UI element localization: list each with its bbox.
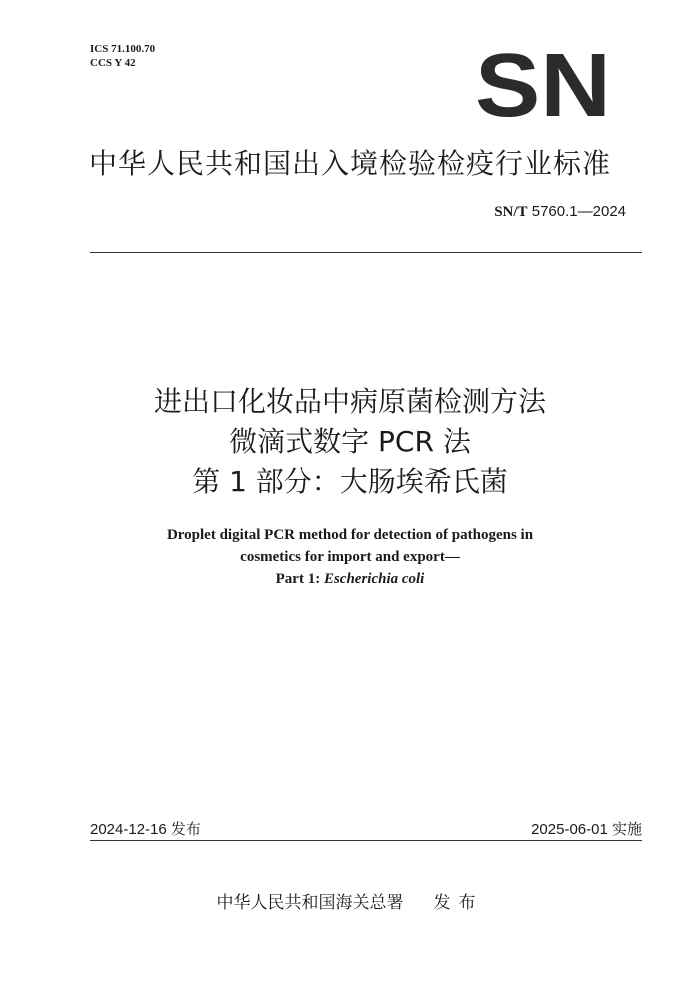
publisher (0, 888, 700, 913)
english-part-label: Part 1: (275, 571, 324, 587)
header-divider (90, 252, 642, 253)
publish-word: 发布 (433, 893, 484, 913)
english-title (0, 524, 700, 590)
issue-date: 2024-12-16 发布 (90, 821, 201, 838)
ics-code: ICS 71.100.70 (90, 43, 156, 55)
footer-divider (90, 840, 642, 841)
english-title-line-1: Droplet digital PCR method for detection of pathogens in (166, 527, 534, 543)
sn-logo (474, 50, 612, 120)
chinese-title-line-1: 进出口化妆品中病原菌检测方法 (153, 385, 546, 418)
chinese-title-line-2: 微滴式数字 PCR 法 (229, 425, 471, 458)
publisher-name: 中华人民共和国海关总署 (216, 893, 404, 913)
chinese-title (0, 382, 700, 502)
standard-code: 5760.1—2024 (531, 203, 626, 220)
chinese-title-line-3: 第 1 部分：大肠埃希氏菌 (192, 465, 508, 498)
english-title-line-3 (0, 568, 700, 590)
organization-title: 中华人民共和国出入境检验检疫行业标准 (88, 147, 611, 180)
classification-codes (90, 42, 155, 70)
english-species-name: Escherichia coli (323, 571, 425, 587)
ccs-code: CCS Y 42 (90, 57, 136, 69)
standard-number (494, 203, 626, 221)
english-title-line-2: cosmetics for import and export— (240, 549, 460, 565)
standard-prefix: SN/T (494, 204, 528, 220)
implementation-date: 2025-06-01 实施 (531, 821, 642, 838)
sn-logo-text: SN (475, 50, 611, 120)
